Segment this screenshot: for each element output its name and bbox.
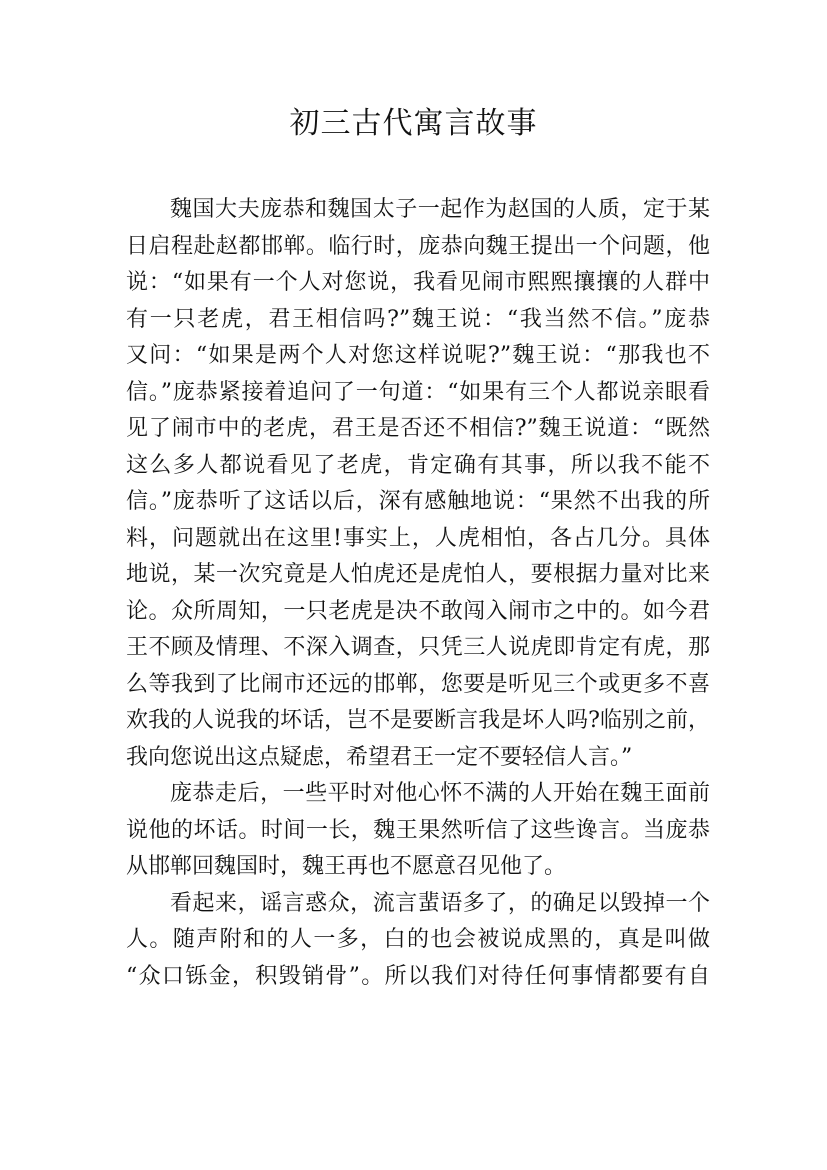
document-title: 初三古代寓言故事 [289, 106, 538, 141]
body-line: 我向您说出这点疑虑，希望君王一定不要轻信人言。” [126, 744, 633, 770]
body-line: 么等我到了比闹市还远的邯郸，您要是听见三个或更多不喜 [126, 671, 710, 697]
body-line: 人。随声附和的人一多，白的也会被说成黑的，真是叫做 [126, 927, 710, 952]
body-line: 王不顾及情理、不深入调查，只凭三人说虎即肯定有虎，那 [126, 635, 710, 660]
body-line: 料，问题就出在这里!事实上，人虎相怕，各占几分。具体 [126, 525, 710, 551]
body-line: 信。”庞恭听了这话以后，深有感触地说：“果然不出我的所 [126, 489, 710, 514]
body-line: 地说，某一次究竟是人怕虎还是虎怕人，要根据力量对比来 [126, 562, 710, 587]
body-line: 从邯郸回魏国时，魏王再也不愿意召见他了。 [126, 854, 567, 879]
body-line: 说：“如果有一个人对您说，我看见闹市熙熙攘攘的人群中 [126, 270, 710, 295]
body-line: “众口铄金，积毁销骨”。所以我们对待任何事情都要有自 [126, 963, 710, 989]
body-line: 庞恭走后，一些平时对他心怀不满的人开始在魏王面前 [170, 781, 710, 806]
body-line: 看起来，谣言惑众，流言蜚语多了，的确足以毁掉一个 [170, 890, 710, 916]
body-line: 日启程赴赵都邯郸。临行时，庞恭向魏王提出一个问题，他 [126, 233, 710, 259]
body-line: 又问：“如果是两个人对您这样说呢?”魏王说：“那我也不 [126, 343, 710, 368]
body-line: 见了闹市中的老虎，君王是否还不相信?”魏王说道：“既然 [126, 416, 710, 441]
body-line: 这么多人都说看见了老虎，肯定确有其事，所以我不能不 [126, 452, 710, 478]
body-line: 魏国大夫庞恭和魏国太子一起作为赵国的人质，定于某 [170, 197, 710, 222]
body-line: 说他的坏话。时间一长，魏王果然听信了这些谗言。当庞恭 [126, 817, 710, 843]
body-line: 欢我的人说我的坏话，岂不是要断言我是坏人吗?临别之前， [126, 708, 710, 733]
body-line: 论。众所周知，一只老虎是决不敢闯入闹市之中的。如今君 [126, 598, 710, 624]
document-body [126, 192, 710, 995]
body-line: 有一只老虎，君王相信吗?”魏王说：“我当然不信。”庞恭 [126, 306, 710, 332]
body-line: 信。”庞恭紧接着追问了一句道：“如果有三个人都说亲眼看 [126, 379, 710, 405]
